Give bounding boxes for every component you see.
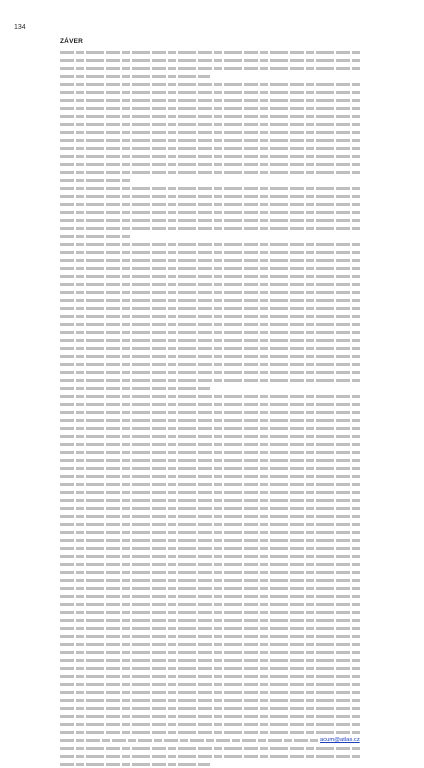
text-line [60,400,360,408]
text-line [60,240,360,248]
text-line [60,560,360,568]
text-line [60,512,360,520]
text-line [60,224,360,232]
text-line [60,464,360,472]
text-line [60,64,360,72]
text-line [60,168,360,176]
text-line [60,120,360,128]
text-line [60,568,360,576]
text-line [60,456,360,464]
text-line [60,720,360,728]
contact-email-link[interactable]: acum@atlas.cz [320,737,360,743]
text-line [60,48,360,56]
text-line [60,352,360,360]
page-number: 134 [14,24,26,31]
text-line [60,544,360,552]
text-line [60,360,360,368]
text-line [60,160,360,168]
text-line [60,192,360,200]
text-line [60,256,360,264]
text-line [60,216,360,224]
text-line [60,280,360,288]
text-line [60,96,360,104]
text-line [60,440,360,448]
text-line [60,128,360,136]
text-line [60,368,360,376]
text-line [60,680,360,688]
text-line [60,232,360,240]
text-line [60,632,360,640]
text-line [60,448,360,456]
text-line [60,272,360,280]
text-line [60,184,360,192]
text-line [60,576,360,584]
text-line [60,592,360,600]
text-line [60,80,360,88]
text-line [60,312,360,320]
text-line [60,328,360,336]
text-line [60,640,360,648]
text-line [60,664,360,672]
text-line [60,656,360,664]
text-line [60,88,360,96]
text-line [60,152,360,160]
body-text [60,48,360,768]
section-heading: ZÁVER [60,38,84,45]
text-line [60,744,360,752]
contact-line [60,736,360,744]
text-line [60,144,360,152]
text-line [60,760,360,768]
text-line [60,728,360,736]
text-line [60,648,360,656]
text-line [60,472,360,480]
text-line [60,536,360,544]
text-line [60,432,360,440]
text-line [60,248,360,256]
text-line [60,672,360,680]
text-line [60,520,360,528]
text-line [60,176,360,184]
text-line [60,72,360,80]
text-line [60,552,360,560]
text-line [60,376,360,384]
text-line [60,384,360,392]
text-line [60,408,360,416]
text-line [60,112,360,120]
text-line [60,56,360,64]
text-line [60,752,360,760]
text-line [60,416,360,424]
text-line [60,616,360,624]
text-line [60,608,360,616]
text-line [60,488,360,496]
text-line [60,296,360,304]
text-line [60,304,360,312]
text-line [60,200,360,208]
text-line [60,504,360,512]
text-line [60,344,360,352]
text-line [60,424,360,432]
text-line [60,528,360,536]
text-line [60,208,360,216]
text-line [60,320,360,328]
text-line [60,704,360,712]
text-line [60,288,360,296]
text-line [60,624,360,632]
text-line [60,696,360,704]
text-line [60,336,360,344]
text-line [60,496,360,504]
text-line [60,480,360,488]
text-line [60,712,360,720]
text-line [60,104,360,112]
text-line [60,600,360,608]
text-line [60,264,360,272]
text-line [60,392,360,400]
text-line [60,584,360,592]
text-line [60,136,360,144]
text-line [60,688,360,696]
